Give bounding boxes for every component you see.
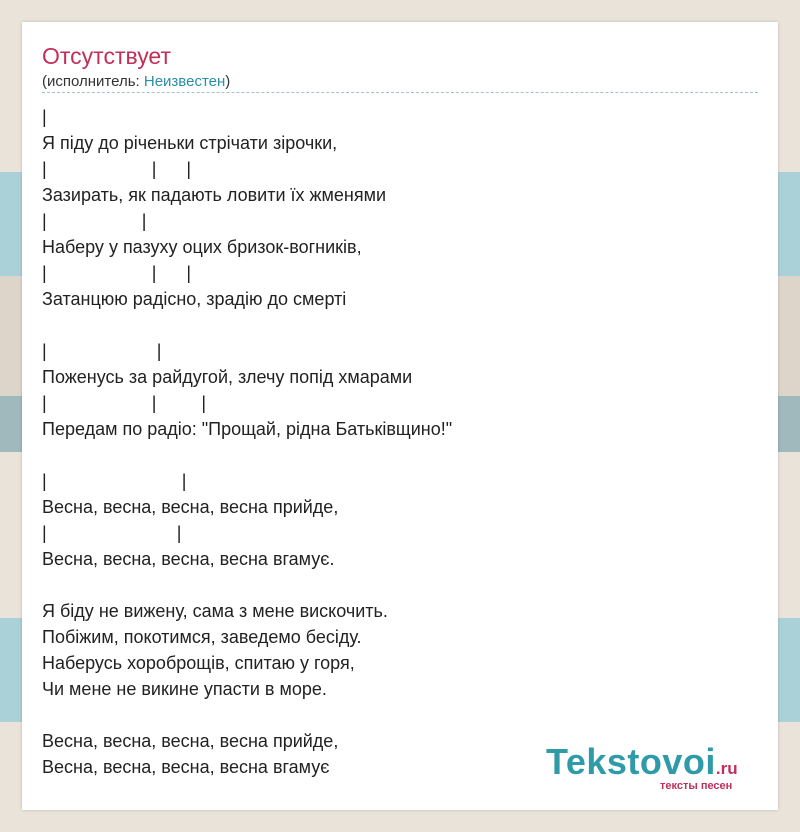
lyric-line: | | | (42, 393, 207, 413)
song-title: Отсутствует (42, 43, 171, 69)
artist-prefix: (исполнитель: (42, 73, 144, 90)
lyric-line: Затанцюю радісно, зрадію до смерті (42, 289, 347, 309)
lyric-line: Наберусь хороброщів, спитаю у горя, (42, 653, 355, 673)
lyric-line: | (42, 107, 47, 127)
lyric-line: Наберу у пазуху оцих бризок-вогників, (42, 237, 362, 257)
dashed-divider (42, 92, 758, 93)
logo-name: Tekstovoi (546, 741, 716, 782)
lyric-line: | | (42, 211, 147, 231)
lyric-line (42, 702, 452, 728)
lyric-line: | | (42, 471, 187, 491)
lyric-line (42, 572, 452, 598)
lyrics-card (22, 22, 778, 810)
lyric-line: | | | (42, 263, 192, 283)
lyric-line: Поженусь за райдугой, злечу попід хмарами (42, 367, 413, 387)
lyric-line: Зазирать, як падають ловити їх жменями (42, 185, 387, 205)
lyric-line: Весна, весна, весна, весна вгамує (42, 757, 330, 777)
artist-line (42, 72, 230, 92)
lyric-line: | | (42, 341, 162, 361)
logo-tld: .ru (715, 759, 738, 778)
lyric-line (42, 312, 452, 338)
lyric-line: Я піду до річеньки стрічати зірочки, (42, 133, 338, 153)
lyric-line: Передам по радіо: "Прощай, рідна Батьківщино!" (42, 419, 453, 439)
artist-link[interactable]: Неизвестен (143, 73, 226, 90)
lyric-line: Чи мене не викине упасти в море. (42, 679, 327, 699)
lyric-line: Я біду не вижену, сама з мене вискочить. (42, 601, 388, 621)
lyrics-text (42, 104, 452, 780)
logo-tagline: тексты песен (660, 780, 733, 792)
lyric-line: Весна, весна, весна, весна прийде, (42, 497, 339, 517)
artist-suffix: ) (225, 73, 231, 90)
lyric-line: | | (42, 523, 182, 543)
lyric-line: Весна, весна, весна, весна прийде, (42, 731, 339, 751)
lyric-line: Весна, весна, весна, весна вгамує. (42, 549, 335, 569)
lyric-line: | | | (42, 159, 192, 179)
lyric-line (42, 442, 452, 468)
lyric-line: Побіжим, покотимся, заведемо бесіду. (42, 627, 362, 647)
tekstovoi-logo[interactable] (546, 742, 766, 790)
